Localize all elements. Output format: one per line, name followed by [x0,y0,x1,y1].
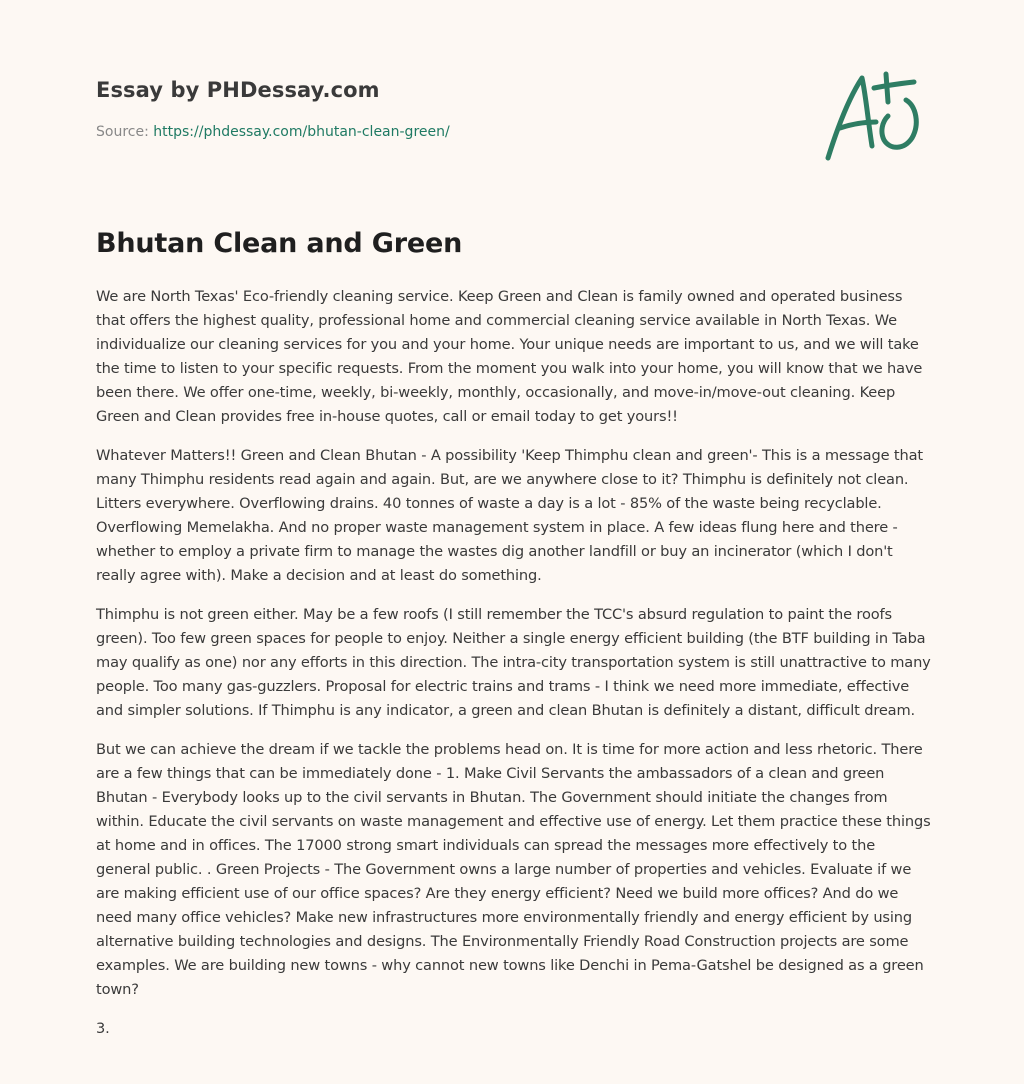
paragraph: Thimphu is not green either. May be a few roofs (I still remember the TCC's absurd regulation to paint the roofs green). Too few green spaces for people to enjoy. Neither a single energy efficient building (the BTF building in Taba may qualify as one) nor any efforts in this direction. The intra-city transportation system is still unattractive to many people. Too many gas-guzzlers. Proposal for electric trains and trams - I think we need more immediate, effective and simpler solutions. If Thimphu is any indicator, a green and clean Bhutan is definitely a distant, difficult dream. [96,606,931,719]
source-link[interactable]: https://phdessay.com/bhutan-clean-green/ [153,124,450,140]
source-line [96,123,656,141]
paragraph: 3. [96,1020,110,1037]
paragraph: Whatever Matters!! Green and Clean Bhutan - A possibility 'Keep Thimphu clean and green'- This is a message that many Thimphu residents read again and again. But, are we anywhere close to it? Thimphu is definitely not clean. Litters everywhere. Overflowing drains. 40 tonnes of waste a day is a lot - 85% of the waste being recyclable. Overflowing Memelakha. And no proper waste management system in place. A few ideas flung here and there - whether to employ a private firm to manage the wastes dig another landfill or buy an incinerator (which I don't really agree with). Make a decision and at least do something. [96,447,923,584]
source-label: Source: [96,124,149,140]
essay-header [96,78,656,141]
a-plus-grade-icon [818,66,930,170]
essay-body [96,285,932,1056]
essay-title: Bhutan Clean and Green [96,228,463,259]
paragraph: We are North Texas' Eco-friendly cleaning service. Keep Green and Clean is family owned and operated business that offers the highest quality, professional home and commercial cleaning service available in North Texas. We individualize our cleaning services for you and your home. Your unique needs are important to us, and we will take the time to listen to your specific requests. From the moment you walk into your home, you will know that we have been there. We offer one-time, weekly, bi-weekly, monthly, occasionally, and move-in/move-out cleaning. Keep Green and Clean provides free in-house quotes, call or email today to get yours!! [96,288,923,425]
site-brand: Essay by PHDessay.com [96,78,380,102]
paragraph: But we can achieve the dream if we tackle the problems head on. It is time for more action and less rhetoric. There are a few things that can be immediately done - 1. Make Civil Servants the ambassadors of a clean and green Bhutan - Everybody looks up to the civil servants in Bhutan. The Government should initiate the changes from within. Educate the civil servants on waste management and effective use of energy. Let them practice these things at home and in offices. The 17000 strong smart individuals can spread the messages more effectively to the general public. . Green Projects - The Government owns a large number of properties and vehicles. Evaluate if we are making efficient use of our office spaces? Are they energy efficient? Need we build more offices? And do we need many office vehicles? Make new infrastructures more environmentally friendly and energy efficient by using alternative building technologies and designs. The Environmentally Friendly Road Construction projects are some examples. We are building new towns - why cannot new towns like Denchi in Pema-Gatshel be designed as a green town? [96,741,931,998]
